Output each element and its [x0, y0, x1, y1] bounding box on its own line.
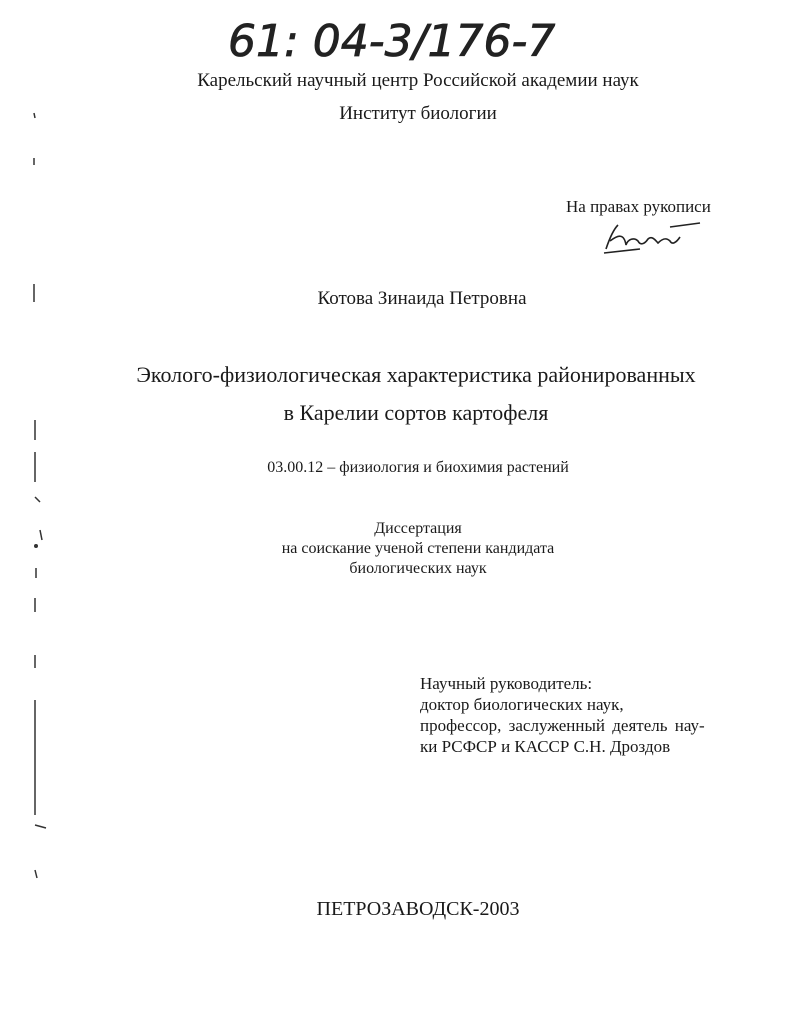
- thesis-title-line2: в Карелии сортов картофеля: [283, 400, 549, 425]
- specialty-code: 03.00.12 – физиология и биохимия растений: [267, 459, 569, 476]
- organization-name: Карельский научный центр Российской академии наук: [197, 70, 639, 91]
- thesis-title-line1: Эколого-физиологическая характеристика районированных: [136, 362, 696, 387]
- supervisor-label: Научный руководитель:: [420, 674, 593, 693]
- archive-code-handwritten: [224, 6, 556, 70]
- institute-name: Институт биологии: [339, 103, 497, 124]
- degree-field: биологических наук: [349, 560, 487, 577]
- manuscript-rights-label: На правах рукописи: [566, 197, 711, 216]
- city-year: ПЕТРОЗАВОДСК-2003: [316, 898, 520, 920]
- supervisor-title: профессор, заслуженный деятель нау-: [420, 716, 705, 735]
- degree-line: на соискание ученой степени кандидата: [281, 540, 555, 557]
- author-signature: [600, 219, 710, 259]
- author-name: Котова Зинаида Петровна: [317, 288, 527, 309]
- scan-margin-marks: [0, 0, 60, 1027]
- supervisor-name: ки РСФСР и КАССР С.Н. Дроздов: [420, 737, 671, 756]
- dissertation-label: Диссертация: [374, 520, 462, 537]
- archive-code-text: 61: 04-3/176-7: [228, 16, 556, 67]
- supervisor-degree: доктор биологических наук,: [420, 695, 624, 714]
